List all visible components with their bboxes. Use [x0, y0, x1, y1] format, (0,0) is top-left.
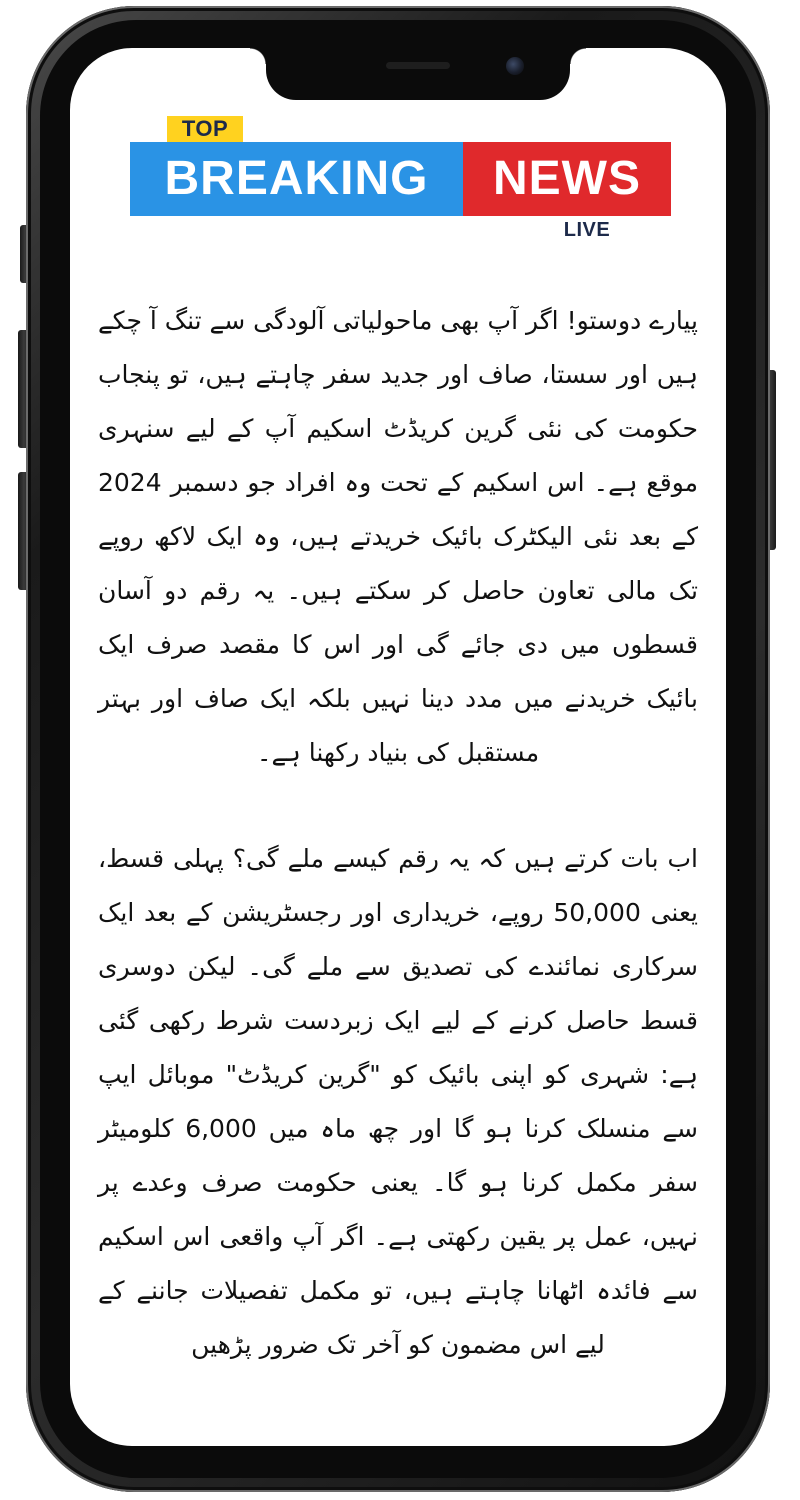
- live-tag: LIVE: [546, 216, 628, 244]
- breaking-label: BREAKING: [130, 142, 463, 216]
- article-body: [98, 294, 698, 1372]
- article-paragraph-1: پیارے دوستو! اگر آپ بھی ماحولیاتی آلودگی سے تنگ آ چکے ہیں اور سستا، صاف اور جدید سفر چاہتے ہیں، تو پنجاب حکومت کی نئی گرین کریڈٹ اسکیم آپ کے لیے سنہری موقع ہے۔ اس اسکیم کے تحت وہ افراد جو دسمبر 2024 کے بعد نئی الیکٹرک بائیک خریدتے ہیں، وہ ایک لاکھ روپے تک مالی تعاون حاصل کر سکتے ہیں۔ یہ رقم دو آسان قسطوں میں دی جائے گی اور اس کا مقصد صرف ایک بائیک خریدنے میں مدد دینا نہیں بلکہ ایک صاف اور بہتر مستقبل کی بنیاد رکھنا ہے۔: [97, 306, 698, 767]
- news-label: NEWS: [463, 142, 671, 216]
- breaking-news-banner: [130, 116, 670, 241]
- phone-frame: [26, 6, 770, 1492]
- notch: [266, 48, 570, 100]
- speaker-grille: [386, 62, 450, 69]
- top-tag: TOP: [167, 116, 243, 142]
- phone-screen: [70, 48, 726, 1446]
- article-paragraph-2: اب بات کرتے ہیں کہ یہ رقم کیسے ملے گی؟ پہلی قسط، یعنی 50,000 روپے، خریداری اور رجسٹریشن کے بعد ایک سرکاری نمائندے کی تصدیق سے ملے گی۔ لیکن دوسری قسط حاصل کرنے کے لیے ایک زبردست شرط رکھی گئی ہے: شہری کو اپنی بائیک کو "گرین کریڈٹ" موبائل ایپ سے منسلک کرنا ہو گا اور چھ ماہ میں 6,000 کلومیٹر سفر مکمل کرنا ہو گا۔ یعنی حکومت صرف وعدے پر نہیں، عمل پر یقین رکھتی ہے۔ اگر آپ واقعی اس اسکیم سے فائدہ اٹھانا چاہتے ہیں، تو مکمل تفصیلات جاننے کے لیے اس مضمون کو آخر تک ضرور پڑھیں: [98, 844, 698, 1359]
- front-camera-icon: [506, 57, 524, 75]
